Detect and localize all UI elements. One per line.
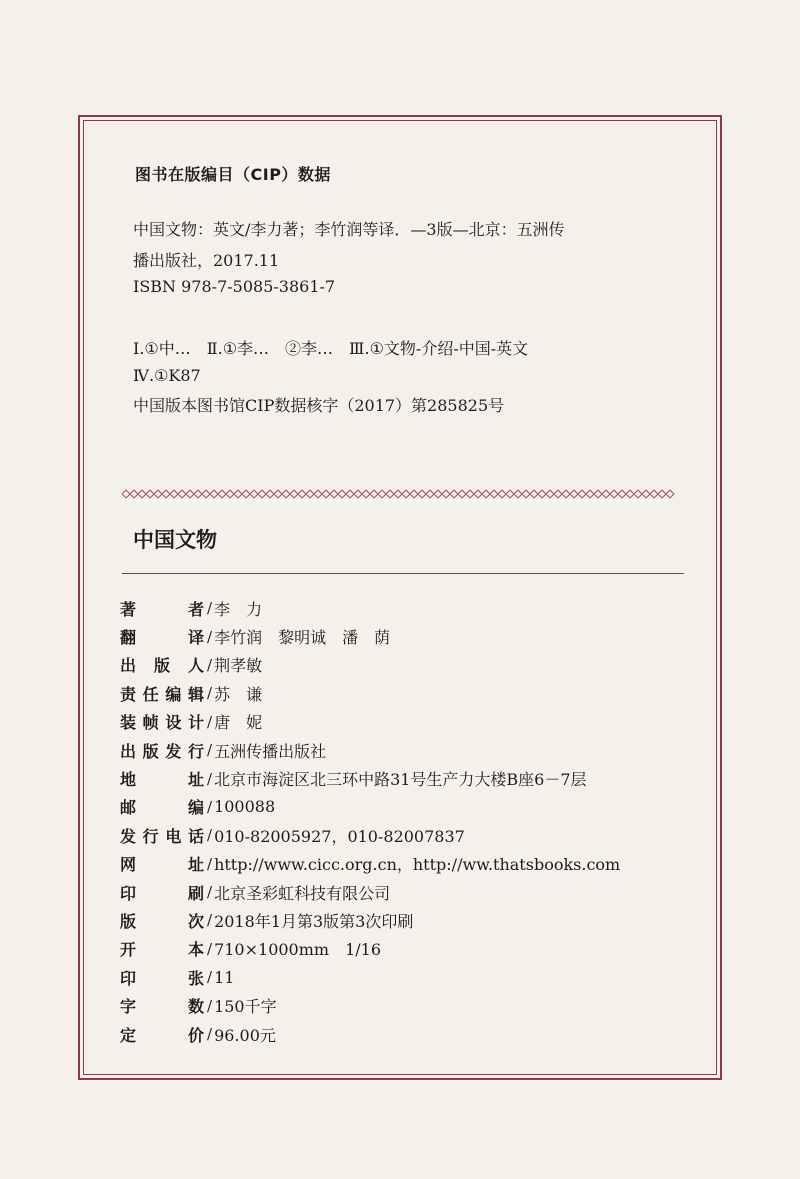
imprint-label-char: 出 — [120, 741, 137, 761]
ornament-divider — [122, 488, 678, 500]
cip-title: 图书在版编目（CIP）数据 — [135, 165, 331, 184]
ornament-diamond — [434, 490, 442, 498]
imprint-row — [120, 594, 690, 622]
ornament-diamond — [450, 490, 458, 498]
imprint-value: 北京市海淀区北三环中路31号生产力大楼B座6－7层 — [214, 770, 587, 790]
ornament-diamond — [178, 490, 186, 498]
imprint-label — [120, 852, 204, 875]
imprint-separator: / — [207, 883, 213, 902]
ornament-diamond — [242, 490, 250, 498]
ornament-diamond — [202, 490, 210, 498]
imprint-value: 710×1000mm 1/16 — [214, 940, 382, 960]
ornament-diamond — [442, 490, 450, 498]
imprint-value: 96.00元 — [214, 1025, 276, 1045]
imprint-row — [120, 963, 690, 991]
ornament-diamond — [162, 490, 170, 498]
ornament-diamond — [186, 490, 194, 498]
imprint-label — [120, 653, 204, 676]
ornament-diamond — [626, 490, 634, 498]
ornament-diamond — [226, 490, 234, 498]
imprint-value: http://www.cicc.org.cn，http://ww.thatsbooks.com — [214, 855, 621, 875]
ornament-diamond — [146, 490, 154, 498]
ornament-diamond — [234, 490, 242, 498]
cip-line-5: Ⅳ.①K87 — [133, 366, 201, 385]
ornament-diamond — [122, 490, 130, 498]
ornament-diamond — [258, 490, 266, 498]
ornament-diamond — [194, 490, 202, 498]
imprint-label — [120, 710, 204, 733]
ornament-diamond — [218, 490, 226, 498]
ornament-diamond — [410, 490, 418, 498]
imprint-label-char: 出 — [120, 656, 137, 676]
ornament-diamond — [266, 490, 274, 498]
imprint-separator: / — [207, 655, 213, 674]
title-rule — [122, 573, 684, 574]
imprint-value: 100088 — [214, 797, 276, 817]
ornament-diamond — [458, 490, 466, 498]
imprint-value: 北京圣彩虹科技有限公司 — [214, 883, 391, 903]
imprint-label — [120, 994, 204, 1017]
ornament-diamond — [554, 490, 562, 498]
imprint-label-char: 定 — [120, 1025, 137, 1045]
ornament-diamond — [610, 490, 618, 498]
ornament-diamond — [602, 490, 610, 498]
imprint-separator: / — [207, 741, 213, 760]
ornament-diamond — [338, 490, 346, 498]
ornament-diamond — [394, 490, 402, 498]
ornament-diamond — [490, 490, 498, 498]
ornament-diamond — [482, 490, 490, 498]
ornament-diamond — [210, 490, 218, 498]
imprint-row — [120, 821, 690, 849]
imprint-value: 苏 谦 — [214, 684, 263, 704]
imprint-label-char: 著 — [120, 599, 137, 619]
ornament-diamond — [130, 490, 138, 498]
imprint-label-char: 价 — [187, 1025, 204, 1045]
imprint-label — [120, 881, 204, 904]
cip-line-6: 中国版本图书馆CIP数据核字（2017）第285825号 — [133, 396, 505, 415]
imprint-label-char: 辑 — [187, 684, 204, 704]
ornament-diamond — [354, 490, 362, 498]
imprint-row — [120, 906, 690, 934]
imprint-label-char: 设 — [165, 713, 182, 733]
imprint-label — [120, 625, 204, 648]
ornament-diamond — [522, 490, 530, 498]
ornament-diamond — [578, 490, 586, 498]
ornament-diamond — [586, 490, 594, 498]
imprint-separator: / — [207, 939, 213, 958]
ornament-diamond — [362, 490, 370, 498]
imprint-separator: / — [207, 826, 213, 845]
ornament-diamond — [290, 490, 298, 498]
imprint-label-char: 人 — [187, 656, 204, 676]
imprint-label-char: 网 — [120, 855, 137, 875]
imprint-value: 150千字 — [214, 997, 277, 1017]
ornament-diamond — [386, 490, 394, 498]
imprint-label — [120, 739, 204, 762]
imprint-label-char: 电 — [165, 826, 182, 846]
imprint-label — [120, 1023, 204, 1046]
ornament-diamond — [426, 490, 434, 498]
imprint-label-char: 话 — [187, 826, 204, 846]
imprint-row — [120, 622, 690, 650]
imprint-value: 李 力 — [214, 599, 263, 619]
imprint-label-char: 者 — [187, 599, 204, 619]
imprint-label — [120, 682, 204, 705]
imprint-label-char: 版 — [142, 741, 159, 761]
imprint-label-char: 邮 — [120, 798, 137, 818]
ornament-diamond — [402, 490, 410, 498]
ornament-diamond — [370, 490, 378, 498]
imprint-label — [120, 966, 204, 989]
imprint-row — [120, 651, 690, 679]
ornament-diamond — [658, 490, 666, 498]
imprint-label — [120, 824, 204, 847]
ornament-diamond — [322, 490, 330, 498]
ornament-diamond — [282, 490, 290, 498]
imprint-label-char: 帧 — [142, 713, 159, 733]
ornament-diamond — [594, 490, 602, 498]
ornament-diamond — [570, 490, 578, 498]
imprint-row — [120, 708, 690, 736]
imprint-separator: / — [207, 911, 213, 930]
imprint-label-char: 地 — [120, 770, 137, 790]
imprint-label-char: 数 — [187, 997, 204, 1017]
ornament-diamond — [314, 490, 322, 498]
imprint-label-char: 计 — [187, 713, 204, 733]
imprint-label-char: 字 — [120, 997, 137, 1017]
imprint-label-char: 翻 — [120, 628, 137, 648]
imprint-value: 五洲传播出版社 — [214, 741, 327, 761]
imprint-label-char: 址 — [187, 770, 204, 790]
imprint-separator: / — [207, 599, 213, 618]
imprint-row — [120, 764, 690, 792]
imprint-label — [120, 795, 204, 818]
imprint-row — [120, 1020, 690, 1048]
cip-line-3: ISBN 978-7-5085-3861-7 — [133, 277, 336, 296]
imprint-label-char: 版 — [120, 911, 137, 931]
ornament-diamond — [642, 490, 650, 498]
imprint-label-char: 印 — [120, 968, 137, 988]
imprint-row — [120, 736, 690, 764]
imprint-separator: / — [207, 854, 213, 873]
imprint-row — [120, 878, 690, 906]
ornament-diamond — [562, 490, 570, 498]
imprint-row — [120, 991, 690, 1019]
imprint-label-char: 装 — [120, 713, 137, 733]
imprint-label-char: 版 — [153, 656, 170, 676]
ornament-diamond — [154, 490, 162, 498]
cip-line-2: 播出版社，2017.11 — [133, 251, 280, 270]
ornament-diamond — [666, 490, 674, 498]
imprint-label-char: 发 — [120, 826, 137, 846]
imprint-label-char: 责 — [120, 684, 137, 704]
imprint-label-char: 编 — [187, 798, 204, 818]
imprint-label-char: 次 — [187, 911, 204, 931]
imprint-separator: / — [207, 769, 213, 788]
ornament-diamond — [250, 490, 258, 498]
ornament-diamond — [530, 490, 538, 498]
imprint-row — [120, 679, 690, 707]
imprint-label-char: 张 — [187, 968, 204, 988]
imprint-label — [120, 767, 204, 790]
imprint-table — [120, 594, 690, 1048]
imprint-label-char: 刷 — [187, 883, 204, 903]
imprint-label-char: 开 — [120, 940, 137, 960]
imprint-label-char: 发 — [165, 741, 182, 761]
imprint-value: 2018年1月第3版第3次印刷 — [214, 911, 414, 931]
imprint-label-char: 址 — [187, 855, 204, 875]
ornament-diamond — [634, 490, 642, 498]
imprint-separator: / — [207, 968, 213, 987]
imprint-label — [120, 909, 204, 932]
cip-line-1: 中国文物：英文/李力著；李竹润等译．—3版—北京：五洲传 — [133, 220, 565, 239]
imprint-label-char: 译 — [187, 628, 204, 648]
cip-line-4: Ⅰ.①中… Ⅱ.①李… ②李… Ⅲ.①文物-介绍-中国-英文 — [133, 339, 529, 358]
ornament-diamond — [546, 490, 554, 498]
ornament-diamond — [418, 490, 426, 498]
ornament-diamond — [506, 490, 514, 498]
ornament-diamond — [378, 490, 386, 498]
imprint-row — [120, 793, 690, 821]
imprint-label-char: 本 — [187, 940, 204, 960]
imprint-label-char: 任 — [142, 684, 159, 704]
imprint-value: 荆孝敏 — [214, 656, 263, 676]
imprint-label-char: 编 — [165, 684, 182, 704]
ornament-diamond — [298, 490, 306, 498]
ornament-diamond — [346, 490, 354, 498]
book-title: 中国文物 — [133, 528, 217, 552]
imprint-separator: / — [207, 627, 213, 646]
ornament-diamond — [474, 490, 482, 498]
imprint-value: 唐 妮 — [214, 713, 263, 733]
ornament-diamond — [274, 490, 282, 498]
ornament-diamond — [306, 490, 314, 498]
imprint-label-char: 行 — [142, 826, 159, 846]
ornament-diamond — [618, 490, 626, 498]
imprint-label — [120, 937, 204, 960]
imprint-value: 11 — [214, 967, 235, 987]
imprint-row — [120, 850, 690, 878]
ornament-diamond — [138, 490, 146, 498]
ornament-diamond — [498, 490, 506, 498]
imprint-separator: / — [207, 996, 213, 1015]
ornament-diamond — [650, 490, 658, 498]
imprint-label-char: 印 — [120, 883, 137, 903]
ornament-diamond — [170, 490, 178, 498]
imprint-row — [120, 935, 690, 963]
imprint-separator: / — [207, 712, 213, 731]
imprint-separator: / — [207, 797, 213, 816]
ornament-diamond — [466, 490, 474, 498]
ornament-diamond — [538, 490, 546, 498]
imprint-label — [120, 597, 204, 620]
imprint-label-char: 行 — [187, 741, 204, 761]
imprint-value: 010-82005927，010-82007837 — [214, 826, 465, 846]
ornament-diamond — [330, 490, 338, 498]
ornament-diamond — [514, 490, 522, 498]
imprint-value: 李竹润 黎明诚 潘 荫 — [214, 628, 391, 648]
imprint-separator: / — [207, 684, 213, 703]
imprint-separator: / — [207, 1025, 213, 1044]
